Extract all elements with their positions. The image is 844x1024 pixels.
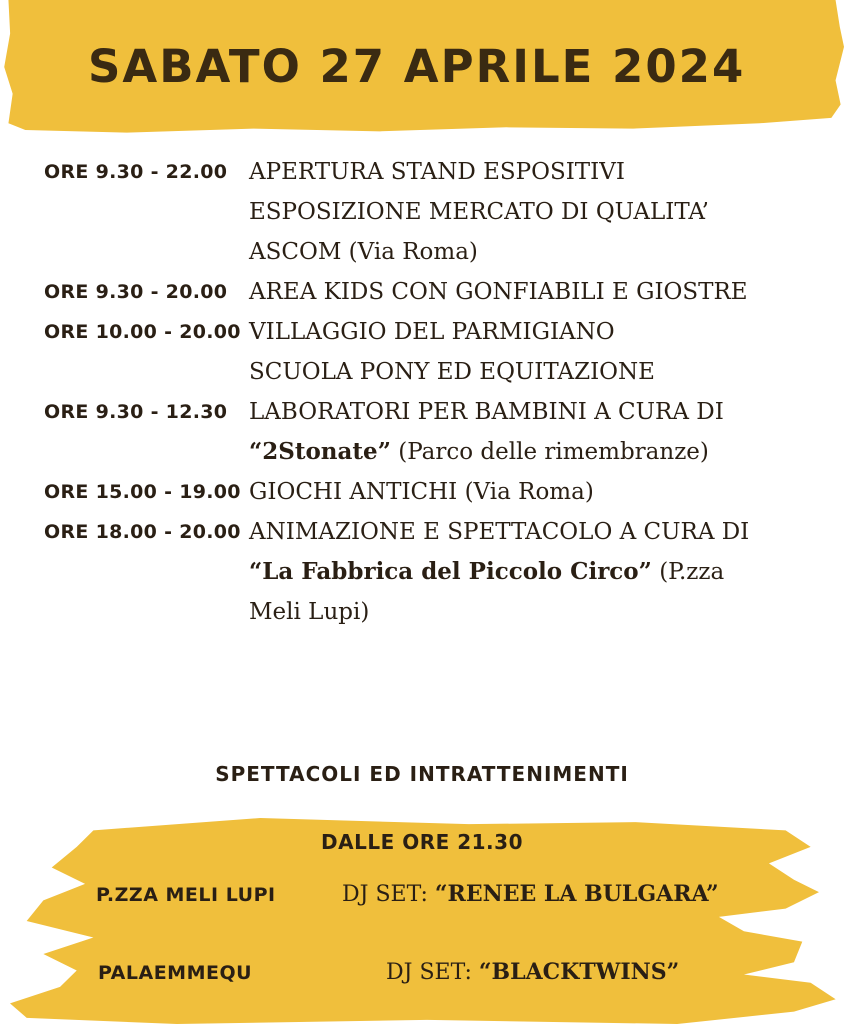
schedule-time: ORE 10.00 - 20.00: [44, 321, 241, 343]
event-act: [386, 959, 679, 985]
event-venue: P.ZZA MELI LUPI: [96, 884, 276, 906]
schedule-line: ANIMAZIONE E SPETTACOLO A CURA DI: [249, 519, 750, 545]
schedule-line: Meli Lupi): [249, 599, 370, 625]
event-venue: PALAEMMEQU: [98, 962, 253, 984]
schedule-entry: [44, 512, 834, 632]
schedule-line: LABORATORI PER BAMBINI A CURA DI: [249, 399, 724, 425]
schedule-time: ORE 9.30 - 20.00: [44, 281, 228, 303]
schedule-line: GIOCHI ANTICHI (Via Roma): [249, 479, 594, 505]
schedule-entry: [44, 392, 834, 472]
shows-start-time: DALLE ORE 21.30: [321, 830, 523, 854]
organizer-name: “La Fabbrica del Piccolo Circo”: [249, 558, 652, 585]
schedule-description: [249, 392, 834, 472]
schedule-line: APERTURA STAND ESPOSITIVI: [249, 159, 625, 185]
schedule-line: SCUOLA PONY ED EQUITAZIONE: [249, 359, 655, 385]
schedule-line: ASCOM (Via Roma): [249, 239, 478, 265]
schedule-line: [249, 552, 834, 592]
schedule-description: [249, 272, 834, 312]
event-act-name: “BLACKTWINS”: [478, 959, 680, 985]
schedule-time: ORE 9.30 - 12.30: [44, 401, 228, 423]
schedule-line: VILLAGGIO DEL PARMIGIANO: [249, 319, 615, 345]
organizer-name: “2Stonate”: [249, 438, 391, 465]
event-act: [342, 881, 719, 907]
schedule-line: [249, 432, 834, 472]
schedule-time: ORE 18.00 - 20.00: [44, 521, 241, 543]
event-act-prefix: DJ SET:: [342, 882, 435, 907]
schedule-entry: [44, 152, 834, 272]
schedule-description: [249, 152, 834, 272]
location-text: (Parco delle rimembranze): [390, 439, 709, 465]
shows-heading: SPETTACOLI ED INTRATTENIMENTI: [215, 762, 629, 786]
event-act-prefix: DJ SET:: [386, 960, 479, 985]
schedule-entry: [44, 472, 834, 512]
schedule-list: [44, 152, 834, 632]
location-text: (P.zza: [651, 559, 725, 585]
schedule-time: ORE 15.00 - 19.00: [44, 481, 241, 503]
event-act-name: “RENEE LA BULGARA”: [434, 881, 719, 907]
schedule-time: ORE 9.30 - 22.00: [44, 161, 228, 183]
page-title: SABATO 27 APRILE 2024: [88, 40, 746, 93]
schedule-line: ESPOSIZIONE MERCATO DI QUALITA’: [249, 199, 709, 225]
schedule-description: [249, 472, 834, 512]
schedule-line: AREA KIDS CON GONFIABILI E GIOSTRE: [249, 279, 748, 305]
schedule-entry: [44, 272, 834, 312]
schedule-description: [249, 312, 834, 392]
schedule-entry: [44, 312, 834, 392]
schedule-description: [249, 512, 834, 632]
